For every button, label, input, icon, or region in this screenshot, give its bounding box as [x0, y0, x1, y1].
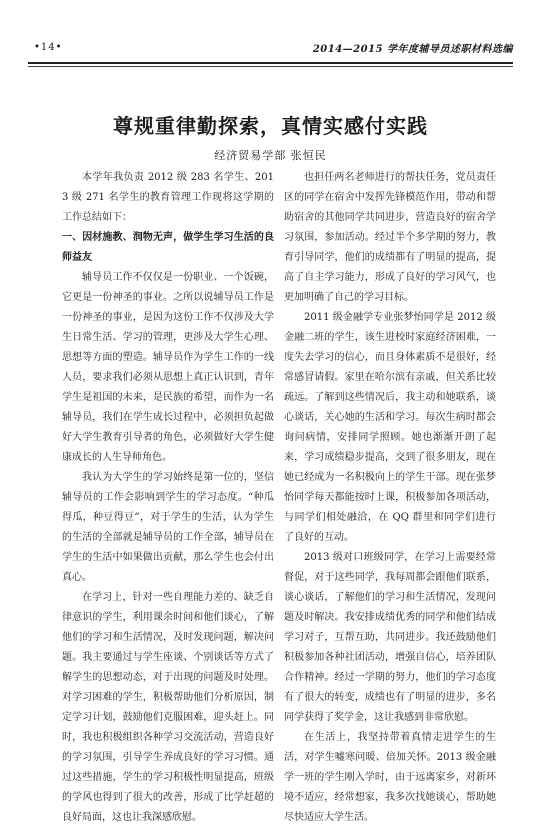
body-paragraph: 我认为大学生的学习始终是第一位的，坚信辅导员的工作会影响到学生的学习态度。“种瓜得瓜，种豆得豆”，对于学生的生活，认为学生的生活的全部就是辅导员的工作全部，辅导员在学生的生活中如果做出贡献，那么学生也会付出真心。 [62, 472, 274, 583]
header-rule-thin [28, 66, 513, 67]
intro-paragraph: 本学年我负责 2012 级 283 名学生、2013 级 271 名学生的教育管理工作现将这学期的工作总结如下： [62, 172, 274, 223]
page-number: •14• [34, 42, 63, 53]
body-paragraph: 辅导员工作不仅仅是一份职业、一个饭碗，它更是一份神圣的事业。之所以说辅导员工作是一份神圣的事业，是因为这份工作不仅涉及大学生日常生活、学习的管理，更涉及大学生心理、思想等方面的塑造。辅导员作为学生工作的一线人员，要求我们必须从思想上真正认识到，青年学生是祖国的未来，是民族的希望，而作为一名辅导员，我们在学生成长过程中，必须担负起做好大学生教育引导者的角色，必须做好大学生健康成长的人生导师角色。 [62, 272, 274, 463]
right-column [284, 168, 496, 828]
page-header [0, 0, 541, 74]
body-paragraph: 在生活上，我坚持带着真情走进学生的生活，对学生嘘寒问暖、倍加关怀。2013 级金融学一班的学生刚入学时，由于远离家乡，对新环境不适应，经常想家，我多次找她谈心，帮助她尽快适应大学生活。 [284, 732, 496, 823]
body-paragraph: 在学习上，针对一些自理能力差的、缺乏自律意识的学生，利用课余时间和他们谈心，了解他们的学习和生活情况，及时发现问题，解决问题。我主要通过与学生座谈、个别谈话等方式了解学生的思想动态，对于出现的问题及时处理。对学习困难的学生，积极帮助他们分析原因，制定学习计划，鼓励他们克服困难，迎头赶上。同时，我也积极组织各种学习交流活动，营造良好的学习氛围，引导学生养成良好的学习习惯。通过这些措施，学生的学习积极性明显提高，班级的学风也得到了很大的改善，形成了比学赶超的良好局面，这也让我深感欣慰。 [62, 592, 274, 823]
header-rule [28, 62, 513, 64]
article-byline: 经济贸易学部 张恒民 [214, 149, 327, 162]
section-heading: 一、因材施教、润物无声，做学生学习生活的良师益友 [62, 232, 274, 263]
running-title: 2014—2015 学年度辅导员述职材料选编 [312, 44, 513, 55]
article-title: 尊规重律勤探索，真情实感付实践 [113, 114, 428, 138]
left-column [62, 168, 274, 828]
body-paragraph: 也担任两名老师进行的帮扶任务，党员责任区的同学在宿舍中发挥先锋模范作用，带动和帮助宿舍的其他同学共同进步，营造良好的宿舍学习氛围，参加活动。经过半个多学期的努力，教育引导同学，他们的成绩都有了明显的提高，提高了自主学习能力，形成了良好的学习风气，也更加明确了自己的学习目标。 [284, 172, 496, 303]
body-paragraph: 2011 级金融学专业张梦怡同学是 2012 级金融二班的学生，该生进校时家庭经济困难，一度失去学习的信心，而且身体素质不是很好，经常感冒请假。家里在哈尔滨有亲戚，但关系比较疏远。了解到这些情况后，我主动和她联系，谈心谈话，关心她的生活和学习。每次生病时都会询问病情，安排同学照顾。她也渐渐开朗了起来，学习成绩稳步提高，交到了很多朋友，现在她已经成为一名积极向上的学生干部。现在张梦怡同学每天都能按时上课，积极参加各项活动，与同学们相处融洽，在 QQ 群里和同学们进行了良好的互动。 [284, 312, 496, 543]
body-paragraph: 2013 级对口班级同学，在学习上需要经常督促，对于这些同学，我每周都会跟他们联系，谈心谈话，了解他们的学习和生活情况，发现问题及时解决。我安排成绩优秀的同学和他们结成学习对子，互帮互助，共同进步。我还鼓励他们积极参加各种社团活动，增强自信心，培养团队合作精神。经过一学期的努力，他们的学习态度有了很大的转变，成绩也有了明显的进步，多名同学获得了奖学金，这让我感到非常欣慰。 [284, 552, 496, 723]
